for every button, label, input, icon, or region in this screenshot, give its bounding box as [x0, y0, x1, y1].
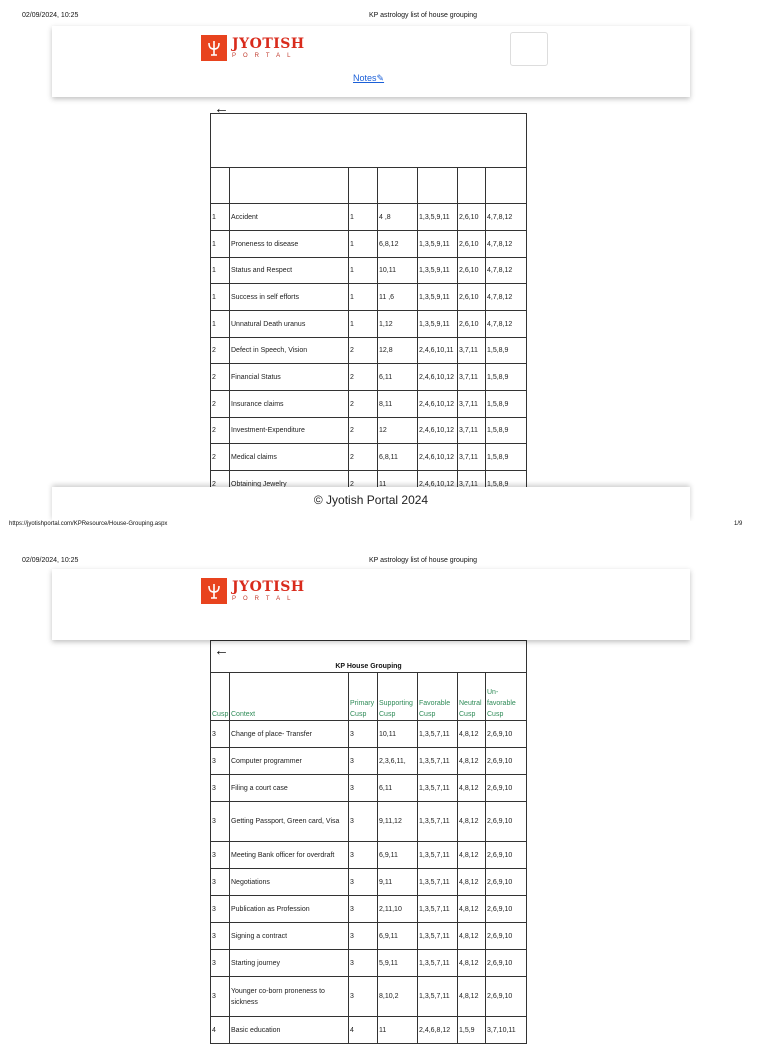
table-cell: 3,7,11 — [458, 471, 486, 498]
table-row — [211, 896, 527, 923]
table-cell: 3 — [211, 802, 230, 842]
table-cell: 4,8,12 — [458, 950, 486, 977]
table-cell: Starting journey — [230, 950, 349, 977]
table-cell: 3,7,11 — [458, 444, 486, 471]
print-url: https://jyotishportal.com/KPResource/House-Grouping.aspx — [9, 521, 168, 527]
table-cell: 6,9,11 — [378, 842, 418, 869]
table-cell: 3,7,11 — [458, 364, 486, 391]
table-cell: 1,12 — [378, 311, 418, 338]
table-cell: 1,3,5,7,11 — [418, 869, 458, 896]
table-cell: 1 — [349, 231, 378, 258]
print-datetime-2: 02/09/2024, 10:25 — [22, 557, 79, 564]
table-header-row-2 — [211, 673, 527, 721]
table-cell: 1,5,8,9 — [486, 364, 527, 391]
table-cell: 1 — [211, 284, 230, 311]
table-cell: 3 — [211, 923, 230, 950]
site-header — [52, 26, 690, 97]
table-row — [211, 869, 527, 896]
table-cell: 2 — [211, 391, 230, 418]
table-cell: 1,5,8,9 — [486, 471, 527, 498]
table-cell: 2,6,9,10 — [486, 869, 527, 896]
table-cell: 2,4,6,10,12 — [418, 391, 458, 418]
table-cell: 2,6,9,10 — [486, 842, 527, 869]
table-cell: 6,11 — [378, 775, 418, 802]
table-cell: Getting Passport, Green card, Visa — [230, 802, 349, 842]
house-grouping-table-continued — [210, 640, 527, 1044]
table-row — [211, 950, 527, 977]
table-cell: 1,5,8,9 — [486, 418, 527, 444]
table-cell: 9,11 — [378, 869, 418, 896]
table-cell: 1 — [211, 311, 230, 338]
table-cell: 1 — [211, 204, 230, 231]
table-cell: 2,6,9,10 — [486, 896, 527, 923]
table-cell: 12 — [378, 418, 418, 444]
table-cell: 4,8,12 — [458, 842, 486, 869]
brand-name: JYOTISH — [232, 36, 305, 52]
table-cell: 3,7,11 — [458, 338, 486, 364]
table-cell: 2 — [349, 338, 378, 364]
table-cell: 2,11,10 — [378, 896, 418, 923]
table-cell: 10,11 — [378, 721, 418, 748]
print-title: KP astrology list of house grouping — [369, 12, 478, 19]
table-row — [211, 721, 527, 748]
table-cell: 1,3,5,7,11 — [418, 748, 458, 775]
back-arrow-icon[interactable]: ← — [214, 100, 229, 117]
brand-logo-2[interactable] — [201, 578, 305, 604]
table-cell: 11 ,6 — [378, 284, 418, 311]
table-cell: 3 — [349, 977, 378, 1017]
table-row — [211, 842, 527, 869]
table-cell: 2,6,9,10 — [486, 748, 527, 775]
table-cell: 1,3,5,9,11 — [418, 231, 458, 258]
table-cell: 2,6,9,10 — [486, 950, 527, 977]
table-cell: 2,6,9,10 — [486, 721, 527, 748]
print-footer — [0, 521, 768, 533]
print-datetime: 02/09/2024, 10:25 — [22, 12, 79, 19]
table-cell: 1,5,9 — [458, 1017, 486, 1044]
table-cell: 2 — [211, 471, 230, 498]
table-title-row — [211, 114, 527, 168]
table-cell: 6,11 — [378, 364, 418, 391]
print-page-number: 1/9 — [734, 521, 743, 527]
table-cell: 2,4,6,10,12 — [418, 418, 458, 444]
table-cell: 2,6,9,10 — [486, 923, 527, 950]
table-cell: 1,5,8,9 — [486, 391, 527, 418]
table-cell: 2,4,6,10,12 — [418, 444, 458, 471]
site-header-2 — [52, 569, 690, 640]
table-row — [211, 444, 527, 471]
table-row — [211, 391, 527, 418]
table-cell: 2,4,6,10,12 — [418, 364, 458, 391]
table-cell: 4,8,12 — [458, 721, 486, 748]
table-cell: 4,7,8,12 — [486, 284, 527, 311]
brand-tagline-2: PORTAL — [232, 596, 298, 602]
table-cell: 2,6,9,10 — [486, 977, 527, 1017]
table-header-row — [211, 168, 527, 204]
header-menu-box[interactable] — [510, 32, 548, 66]
table-cell: 1 — [349, 311, 378, 338]
table-cell: 1,3,5,9,11 — [418, 311, 458, 338]
table-cell: 2 — [211, 444, 230, 471]
table-cell: 1,3,5,7,11 — [418, 950, 458, 977]
site-footer — [52, 487, 690, 521]
table-cell: Proneness to disease — [230, 231, 349, 258]
table-cell: 4,8,12 — [458, 896, 486, 923]
table-cell: 4,7,8,12 — [486, 231, 527, 258]
logo-emblem-icon — [201, 35, 227, 61]
table-cell: Insurance claims — [230, 391, 349, 418]
table-cell: 2 — [349, 471, 378, 498]
table-cell: Unnatural Death uranus — [230, 311, 349, 338]
table-cell: 3,7,11 — [458, 418, 486, 444]
table-cell: 4,8,12 — [458, 869, 486, 896]
house-grouping-table — [210, 113, 527, 498]
table-cell: Computer programmer — [230, 748, 349, 775]
table-title-row-2 — [211, 641, 527, 673]
table-cell: 3,7,11 — [458, 391, 486, 418]
table-row — [211, 1017, 527, 1044]
table-cell: Defect in Speech, Vision — [230, 338, 349, 364]
table-cell: Status and Respect — [230, 258, 349, 284]
table-cell: Medical claims — [230, 444, 349, 471]
table-cell: 3 — [211, 950, 230, 977]
table-cell: Publication as Profession — [230, 896, 349, 923]
table-cell: Accident — [230, 204, 349, 231]
column-header: Cusp — [211, 673, 230, 721]
table-cell: 3 — [211, 721, 230, 748]
table-cell: 9,11,12 — [378, 802, 418, 842]
table-cell: 3 — [211, 869, 230, 896]
table-cell: 2 — [349, 391, 378, 418]
table-cell: 1 — [349, 284, 378, 311]
table-cell: Signing a contract — [230, 923, 349, 950]
table-cell: 3 — [349, 802, 378, 842]
table-cell: 2 — [211, 418, 230, 444]
table-cell: 5,9,11 — [378, 950, 418, 977]
table-cell: Financial Status — [230, 364, 349, 391]
table-cell: 4 ,8 — [378, 204, 418, 231]
table-cell: Investment-Expenditure — [230, 418, 349, 444]
table-cell: 10,11 — [378, 258, 418, 284]
table-cell: 3,7,10,11 — [486, 1017, 527, 1044]
table-cell: 4,7,8,12 — [486, 204, 527, 231]
table-cell: Meeting Bank officer for overdraft — [230, 842, 349, 869]
table-cell: 2,6,9,10 — [486, 802, 527, 842]
table-cell: 2,6,10 — [458, 311, 486, 338]
table-title: KP House Grouping — [335, 662, 402, 670]
table-cell: 2,4,6,8,12 — [418, 1017, 458, 1044]
print-title-2: KP astrology list of house grouping — [369, 557, 478, 564]
brand-logo[interactable] — [201, 35, 305, 61]
table-cell: 6,9,11 — [378, 923, 418, 950]
column-header: Un-favorable Cusp — [486, 673, 527, 721]
table-cell: 2 — [349, 418, 378, 444]
table-row — [211, 418, 527, 444]
table-cell: 2,6,10 — [458, 204, 486, 231]
table-cell: 1,3,5,9,11 — [418, 258, 458, 284]
table-cell: 3 — [349, 748, 378, 775]
table-cell: 2,3,6,11, — [378, 748, 418, 775]
table-cell: Basic education — [230, 1017, 349, 1044]
notes-link[interactable]: Notes✎ — [353, 73, 385, 83]
brand-name-2: JYOTISH — [232, 579, 305, 595]
table-row — [211, 258, 527, 284]
table-cell: 11 — [378, 471, 418, 498]
table-cell: 1 — [349, 204, 378, 231]
table-cell: 2,6,9,10 — [486, 775, 527, 802]
table-cell: 2,6,10 — [458, 284, 486, 311]
table-cell: 2,6,10 — [458, 231, 486, 258]
table-cell: 4,7,8,12 — [486, 311, 527, 338]
table-cell: 1 — [211, 258, 230, 284]
table-cell: 1,3,5,7,11 — [418, 896, 458, 923]
table-cell: 1,3,5,7,11 — [418, 721, 458, 748]
table-cell: 3 — [349, 869, 378, 896]
table-cell: 3 — [211, 842, 230, 869]
table-cell: 2,6,10 — [458, 258, 486, 284]
logo-emblem-icon — [201, 578, 227, 604]
column-header: Primary Cusp — [349, 673, 378, 721]
table-cell: 1,5,8,9 — [486, 444, 527, 471]
column-header: Favorable Cusp — [418, 673, 458, 721]
table-row — [211, 338, 527, 364]
back-arrow-icon-2[interactable]: ← — [214, 642, 229, 659]
table-row — [211, 977, 527, 1017]
print-header — [0, 12, 768, 26]
table-cell: 6,8,11 — [378, 444, 418, 471]
table-cell: 3 — [211, 977, 230, 1017]
table-cell: 3 — [211, 748, 230, 775]
table-title-empty — [211, 114, 527, 168]
pencil-icon: ✎ — [376, 73, 385, 83]
column-header: Context — [230, 673, 349, 721]
table-row — [211, 748, 527, 775]
table-cell: Filing a court case — [230, 775, 349, 802]
table-cell: 1,3,5,7,11 — [418, 842, 458, 869]
table-cell: 3 — [349, 721, 378, 748]
table-row — [211, 775, 527, 802]
table-row — [211, 231, 527, 258]
table-cell: 3 — [349, 896, 378, 923]
brand-tagline: PORTAL — [232, 53, 298, 59]
table-cell: 3 — [349, 842, 378, 869]
table-cell: 4,8,12 — [458, 977, 486, 1017]
table-cell: Success in self efforts — [230, 284, 349, 311]
table-cell: 11 — [378, 1017, 418, 1044]
table-row — [211, 802, 527, 842]
table-cell: 1 — [349, 258, 378, 284]
table-cell: 1 — [211, 231, 230, 258]
table-cell: 6,8,12 — [378, 231, 418, 258]
column-header: Neutral Cusp — [458, 673, 486, 721]
table-row — [211, 284, 527, 311]
table-cell: 4,8,12 — [458, 775, 486, 802]
table-cell: 12,8 — [378, 338, 418, 364]
table-cell: 1,3,5,7,11 — [418, 775, 458, 802]
table-row — [211, 364, 527, 391]
table-cell: 4 — [211, 1017, 230, 1044]
table-row — [211, 204, 527, 231]
table-cell: 1,5,8,9 — [486, 338, 527, 364]
table-cell: Younger co-born proneness to sickness — [230, 977, 349, 1017]
table-cell: 3 — [211, 896, 230, 923]
table-row — [211, 923, 527, 950]
table-cell: Negotiations — [230, 869, 349, 896]
table-cell: 3 — [349, 775, 378, 802]
table-cell: 4 — [349, 1017, 378, 1044]
table-cell: 2 — [211, 338, 230, 364]
table-cell: 4,8,12 — [458, 748, 486, 775]
table-cell: 4,8,12 — [458, 923, 486, 950]
table-row — [211, 311, 527, 338]
column-header: Supporting Cusp — [378, 673, 418, 721]
table-cell: 1,3,5,9,11 — [418, 204, 458, 231]
table-cell: 2 — [349, 364, 378, 391]
table-cell: Change of place- Transfer — [230, 721, 349, 748]
table-cell: 3 — [349, 923, 378, 950]
table-cell: 3 — [211, 775, 230, 802]
table-cell: 1,3,5,9,11 — [418, 284, 458, 311]
table-cell: 2 — [211, 364, 230, 391]
table-cell: 4,8,12 — [458, 802, 486, 842]
table-cell: Obtaining Jewelry — [230, 471, 349, 498]
table-cell: 1,3,5,7,11 — [418, 802, 458, 842]
table-cell: 2,4,6,10,11 — [418, 338, 458, 364]
table-cell: 8,11 — [378, 391, 418, 418]
table-cell: 3 — [349, 950, 378, 977]
footer-copyright: © Jyotish Portal 2024 — [313, 493, 429, 507]
table-cell: 1,3,5,7,11 — [418, 923, 458, 950]
table-cell: 4,7,8,12 — [486, 258, 527, 284]
table-cell: 2,4,6,10,12 — [418, 471, 458, 498]
table-cell: 1,3,5,7,11 — [418, 977, 458, 1017]
table-cell: 8,10,2 — [378, 977, 418, 1017]
table-cell: 2 — [349, 444, 378, 471]
